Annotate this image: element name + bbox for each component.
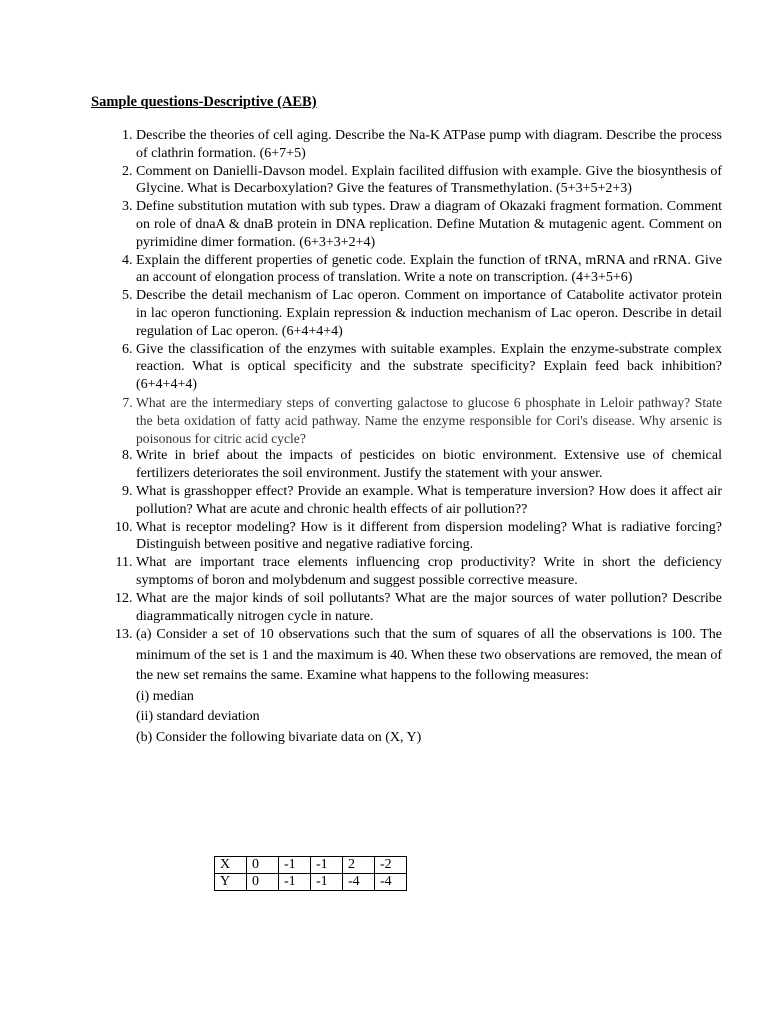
question-item: 11. What are important trace elements influencing crop productivity? Write in short the deficiency symptoms of boron and molybdenum and suggest possible corrective measure. — [136, 554, 722, 590]
measure-item: (i) median — [136, 688, 194, 704]
question-item-13 — [136, 625, 722, 748]
question-item: 4. Explain the different properties of genetic code. Explain the function of tRNA, mRNA and rRNA. Give an account of elongation process of translation. Write a note on transcription. (4+3+5+6) — [136, 252, 722, 288]
table-cell: -1 — [279, 857, 311, 874]
question-13-part-a: 13. (a) Consider a set of 10 observations such that the sum of squares of all the observations is 100. The minimum of the set is 1 and the maximum is 40. When these two observations are removed, the mean of the new set remains the same. Examine what happens to the following measures: — [136, 627, 722, 684]
question-item: 1. Describe the theories of cell aging. Describe the Na-K ATPase pump with diagram. Describe the process of clathrin formation. (6+7+5) — [136, 127, 722, 163]
question-list — [91, 127, 722, 748]
table-cell: -1 — [279, 874, 311, 891]
question-item: 7. What are the intermediary steps of converting galactose to glucose 6 phosphate in Leloir pathway? State the beta oxidation of fatty acid pathway. Name the enzyme responsible for Cori's disease. Why arsenic is poisonous for citric acid cycle? — [136, 394, 722, 447]
table-cell: X — [215, 857, 247, 874]
question-item: 3. Define substitution mutation with sub types. Draw a diagram of Okazaki fragment formation. Comment on role of dnaA & dnaB protein in DNA replication. Define Mutation & mutagenic agent. Comment on pyrimidine dimer formation. (6+3+3+2+4) — [136, 198, 722, 251]
question-item: 8. Write in brief about the impacts of pesticides on biotic environment. Extensive use of chemical fertilizers deteriorates the soil environment. Justify the statement with your answer. — [136, 447, 722, 483]
table-cell: 0 — [247, 857, 279, 874]
question-item: 10. What is receptor modeling? How is it different from dispersion modeling? What is radiative forcing? Distinguish between positive and negative radiative forcing. — [136, 519, 722, 555]
question-item: 5. Describe the detail mechanism of Lac operon. Comment on importance of Catabolite activator protein in lac operon functioning. Explain repression & induction mechanism of Lac operon. Describe in detail regulation of Lac operon. (6+4+4+4) — [136, 287, 722, 340]
table-cell: -4 — [375, 874, 407, 891]
table-cell: -2 — [375, 857, 407, 874]
table-row — [215, 857, 407, 874]
question-item: 2. Comment on Danielli-Davson model. Explain facilited diffusion with example. Give the biosynthesis of Glycine. What is Decarboxylation? Give the features of Transmethylation. (5+3+5+2+3) — [136, 163, 722, 199]
measure-item: (ii) standard deviation — [136, 709, 260, 725]
table-cell: Y — [215, 874, 247, 891]
table-row — [215, 874, 407, 891]
table-cell: 2 — [343, 857, 375, 874]
measures-list — [136, 687, 722, 728]
bivariate-data-table — [214, 856, 407, 891]
table-cell: -1 — [311, 857, 343, 874]
question-13-part-b: (b) Consider the following bivariate data on (X, Y) — [136, 729, 422, 745]
table-cell: -1 — [311, 874, 343, 891]
table-cell: 0 — [247, 874, 279, 891]
table-cell: -4 — [343, 874, 375, 891]
question-item: 12. What are the major kinds of soil pollutants? What are the major sources of water pollution? Describe diagrammatically nitrogen cycle in nature. — [136, 590, 722, 626]
question-item: 9. What is grasshopper effect? Provide an example. What is temperature inversion? How does it affect air pollution? What are acute and chronic health effects of air pollution?? — [136, 483, 722, 519]
question-item: 6. Give the classification of the enzymes with suitable examples. Explain the enzyme-substrate complex reaction. What is optical specificity and the substrate specificity? Explain feed back inhibition? (6+4+4+4) — [136, 341, 722, 394]
document-heading: Sample questions-Descriptive (AEB) — [91, 94, 317, 110]
